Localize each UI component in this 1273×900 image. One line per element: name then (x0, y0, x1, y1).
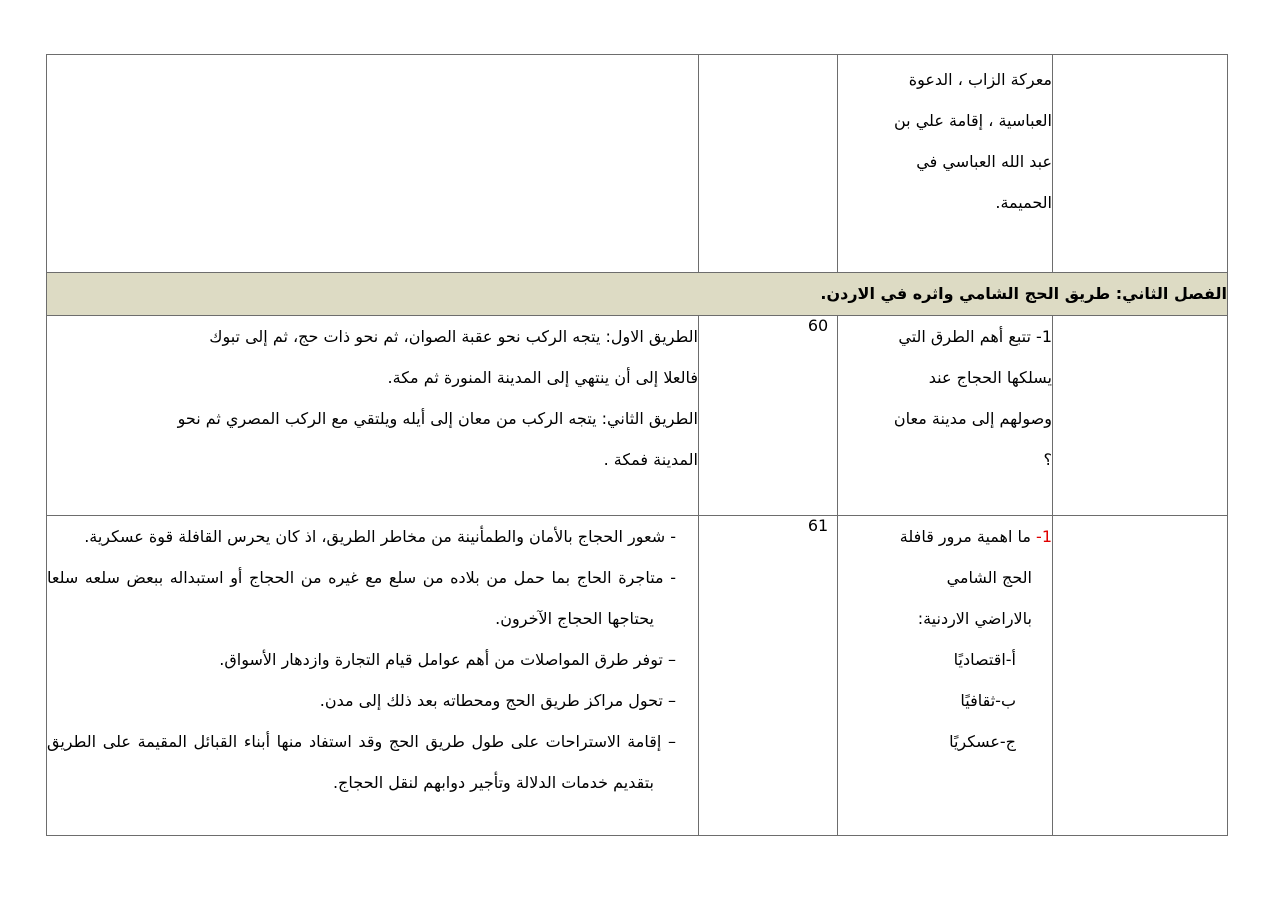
answer-line: الطريق الثاني: يتجه الركب من معان إلى أيله ويلتقي مع الركب المصري ثم نحو (177, 409, 698, 428)
question-line: ؟ (1043, 450, 1052, 469)
answer-line: فالعلا إلى أن ينتهي إلى المدينة المنورة ثم مكة. (387, 368, 698, 387)
question-line: معركة الزاب ، الدعوة (908, 70, 1052, 89)
question-line: 1- تتبع أهم الطرق التي (898, 327, 1052, 346)
question-line: عبد الله العباسي في (916, 152, 1052, 171)
question-text: ما اهمية مرور قافلة (899, 527, 1031, 546)
question-line: العباسية ، إقامة علي بن (894, 111, 1052, 130)
answer-cell (47, 55, 699, 273)
question-cell (838, 516, 1053, 836)
page-number-cell (699, 516, 838, 836)
question-line: ب-ثقافيًا (960, 691, 1016, 710)
question-cell (838, 55, 1053, 273)
question-line: الحج الشامي (946, 568, 1032, 587)
section-header-row (47, 273, 1228, 316)
question-line: ج-عسكريًا (949, 732, 1016, 751)
answer-item: – توفر طرق المواصلات من أهم عوامل قيام التجارة وازدهار الأسواق. (219, 650, 676, 669)
page-number: 60 (807, 316, 829, 335)
question-line (838, 516, 1052, 557)
question-cell (838, 316, 1053, 516)
answer-item: - متاجرة الحاج بما حمل من بلاده من سلع مع غيره من الحجاج أو استبداله ببعض سلعه سلعا يحتاجها الحجاج الآخرون. (47, 568, 676, 628)
question-line: وصولهم إلى مدينة معان (893, 409, 1052, 428)
answer-item: - شعور الحجاج بالأمان والطمأنينة من مخاطر الطريق، اذ كان يحرس القافلة قوة عسكرية. (84, 527, 676, 546)
question-line: بالاراضي الاردنية: (917, 609, 1032, 628)
question-number: 1- (1036, 527, 1052, 546)
table-row (47, 55, 1228, 273)
objective-cell (1053, 316, 1228, 516)
page-number: 61 (807, 516, 829, 535)
question-line: يسلكها الحجاج عند (928, 368, 1052, 387)
section-header: الفصل الثاني: طريق الحج الشامي واثره في الاردن. (47, 273, 1228, 316)
table-row (47, 516, 1228, 836)
answer-item: – تحول مراكز طريق الحج ومحطاته بعد ذلك إلى مدن. (319, 691, 676, 710)
answer-item: – إقامة الاستراحات على طول طريق الحج وقد استفاد منها أبناء القبائل المقيمة على الطريق بتقديم خدمات الدلالة وتأجير دوابهم لنقل الحجاج. (47, 732, 676, 792)
answer-line: المدينة فمكة . (603, 450, 698, 469)
question-line: أ-اقتصاديًا (953, 650, 1016, 669)
question-line: الحميمة. (995, 193, 1052, 212)
table-row (47, 316, 1228, 516)
answer-line: الطريق الاول: يتجه الركب نحو عقبة الصوان، ثم نحو ذات حج، ثم إلى تبوك (209, 327, 698, 346)
objective-cell (1053, 55, 1228, 273)
lesson-table (46, 54, 1228, 836)
page-number-cell (699, 55, 838, 273)
objective-cell (1053, 516, 1228, 836)
answer-cell (47, 316, 699, 516)
page-number-cell (699, 316, 838, 516)
answer-cell (47, 516, 699, 836)
